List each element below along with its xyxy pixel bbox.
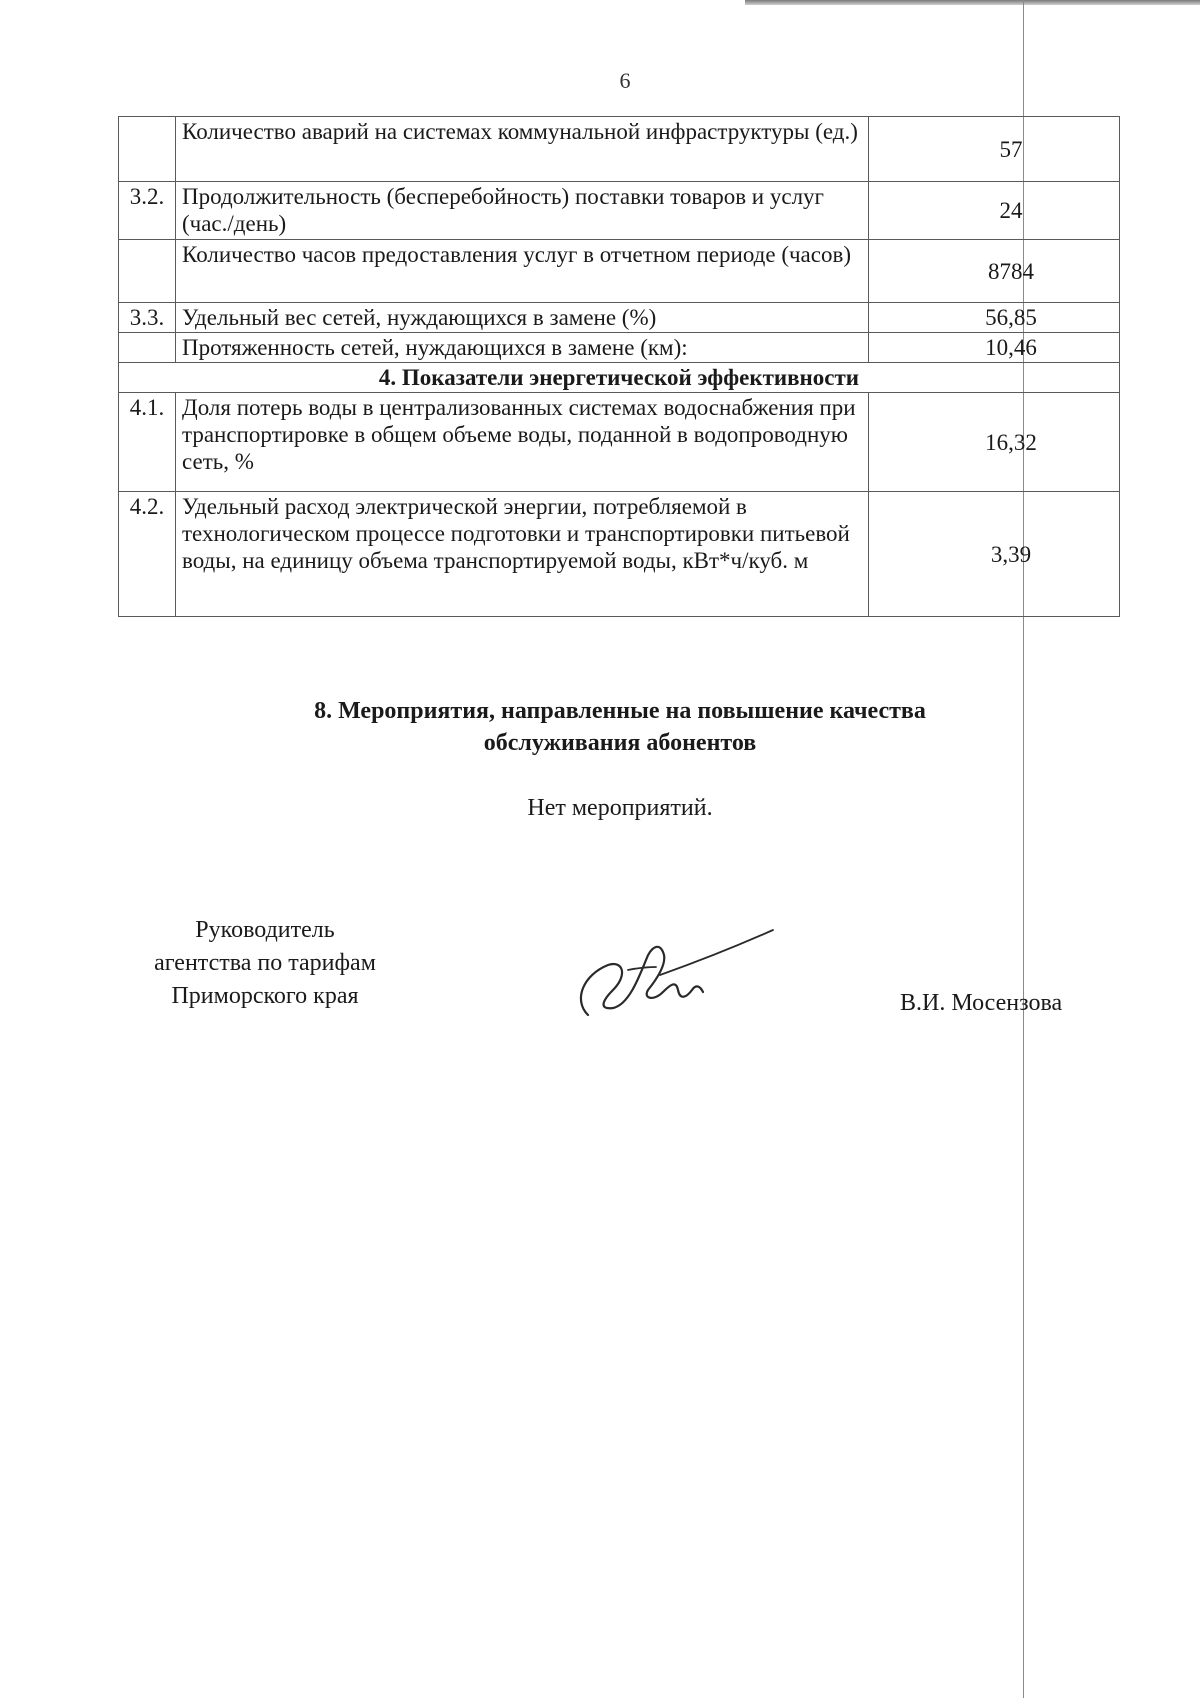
- signer-title: [100, 914, 430, 1013]
- row-indicator-name: Удельный вес сетей, нуждающихся в замене (%): [176, 303, 869, 333]
- row-indicator-name: Доля потерь воды в централизованных системах водоснабжения при транспортировке в общем объеме воды, поданной в водопроводную сеть, %: [176, 393, 869, 492]
- table-row: [119, 492, 1120, 617]
- row-number: 4.1.: [119, 393, 176, 492]
- signer-title-line2: агентства по тарифам: [154, 950, 376, 976]
- table-row: [119, 182, 1120, 240]
- row-number: [119, 240, 176, 303]
- row-indicator-name: Протяженность сетей, нуждающихся в замене (км):: [176, 333, 869, 363]
- table-row: [119, 240, 1120, 303]
- row-indicator-name: Продолжительность (бесперебойность) поставки товаров и услуг (час./день): [176, 182, 869, 240]
- signer-name: В.И. Мосензова: [900, 990, 1063, 1016]
- table-row: [119, 117, 1120, 182]
- page-number: 6: [619, 68, 631, 93]
- row-number: [119, 117, 176, 182]
- section-heading: [180, 695, 1060, 759]
- row-value: 57: [869, 117, 1120, 182]
- row-value: 3,39: [869, 492, 1120, 617]
- section-title: 4. Показатели энергетической эффективности: [119, 363, 1120, 393]
- row-indicator-name: Удельный расход электрической энергии, потребляемой в технологическом процессе подготовки и транспортировки питьевой воды, на единицу объема транспортируемой воды, кВт*ч/куб. м: [176, 492, 869, 617]
- table-row: [119, 393, 1120, 492]
- section-heading-line2: обслуживания абонентов: [483, 730, 757, 756]
- row-value: 10,46: [869, 333, 1120, 363]
- table-section-row: [119, 363, 1120, 393]
- row-indicator-name: Количество аварий на системах коммунальной инфраструктуры (ед.): [176, 117, 869, 182]
- no-measures-note: Нет мероприятий.: [527, 795, 713, 821]
- row-number: [119, 333, 176, 363]
- handwritten-signature: [568, 920, 788, 1030]
- row-number: 3.2.: [119, 182, 176, 240]
- indicators-table: [118, 116, 1120, 617]
- table-row: [119, 333, 1120, 363]
- signer-title-line1: Руководитель: [195, 917, 335, 943]
- row-value: 8784: [869, 240, 1120, 303]
- section-heading-line1: 8. Мероприятия, направленные на повышение качества: [314, 698, 926, 724]
- scan-top-edge: [745, 0, 1200, 5]
- row-number: 3.3.: [119, 303, 176, 333]
- table-row: [119, 303, 1120, 333]
- row-number: 4.2.: [119, 492, 176, 617]
- row-indicator-name: Количество часов предоставления услуг в отчетном периоде (часов): [176, 240, 869, 303]
- row-value: 24: [869, 182, 1120, 240]
- signer-title-line3: Приморского края: [171, 983, 359, 1009]
- row-value: 56,85: [869, 303, 1120, 333]
- row-value: 16,32: [869, 393, 1120, 492]
